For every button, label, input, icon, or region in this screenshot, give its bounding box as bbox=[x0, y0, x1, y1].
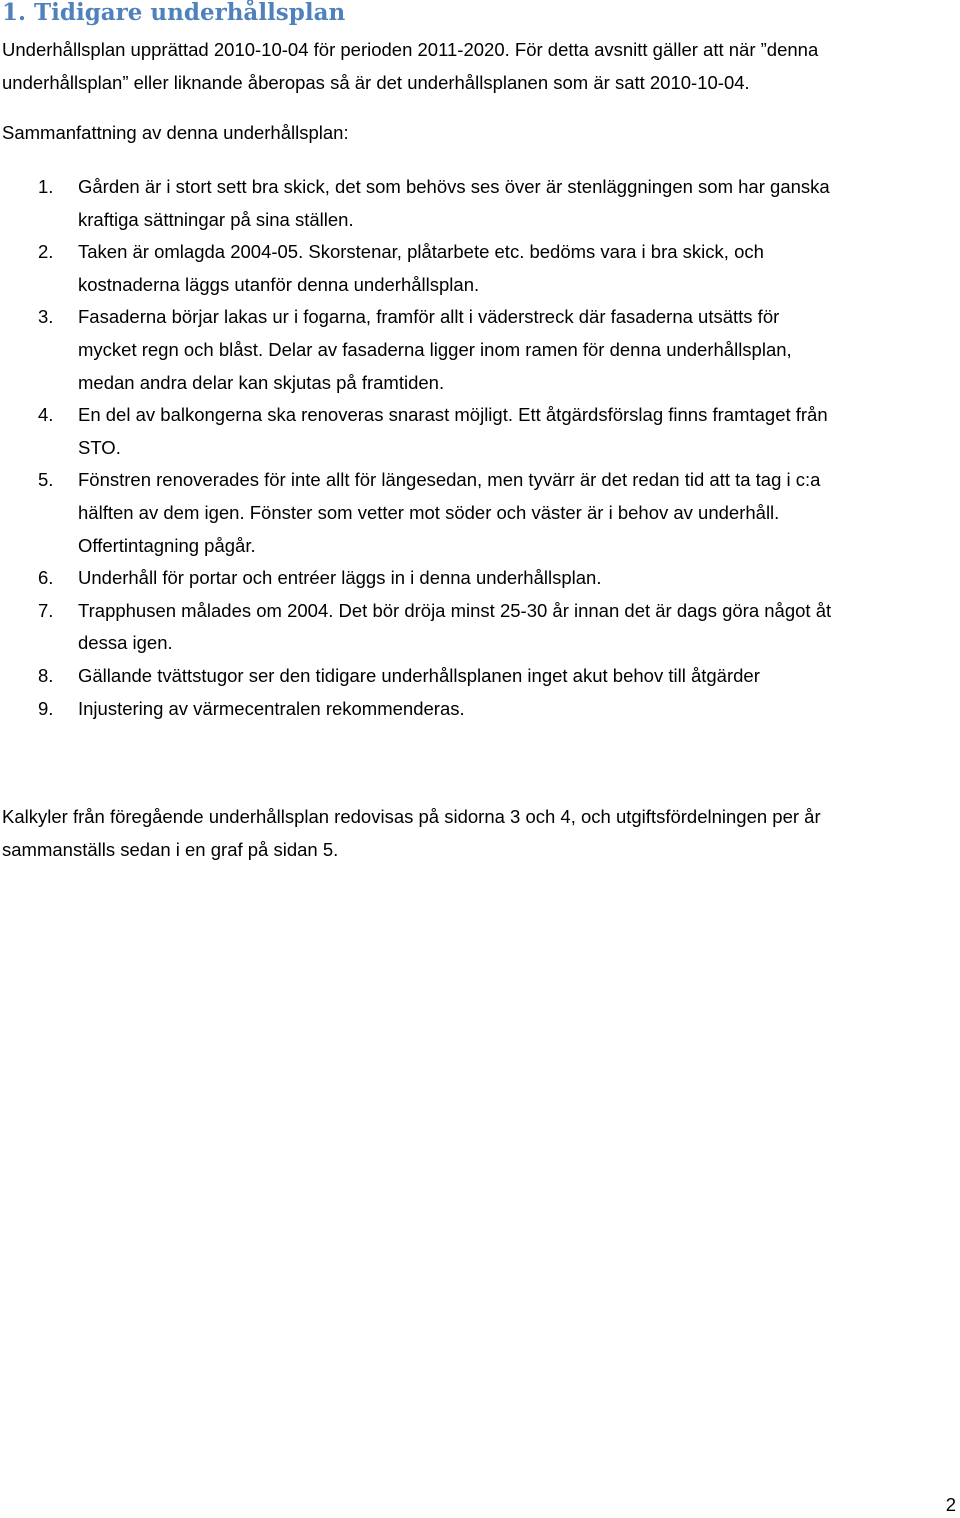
list-item bbox=[0, 301, 948, 399]
list-item-line: Trapphusen målades om 2004. Det bör dröja minst 25-30 år innan det är dags göra något åt bbox=[78, 599, 832, 621]
list-item-number: 3. bbox=[38, 306, 54, 328]
list-item-number: 2. bbox=[38, 241, 54, 263]
list-item-line: Taken är omlagda 2004-05. Skorstenar, plåtarbete etc. bedöms vara i bra skick, och bbox=[78, 241, 764, 263]
list-item-line: Injustering av värmecentralen rekommenderas. bbox=[78, 697, 465, 719]
list-item-line: Fönstren renoverades för inte allt för längesedan, men tyvärr är det redan tid att ta tag i c:a bbox=[78, 469, 821, 491]
list-item-line: hälften av dem igen. Fönster som vetter mot söder och väster är i behov av underhåll. bbox=[78, 501, 780, 523]
list-item bbox=[0, 562, 948, 595]
list-item bbox=[0, 236, 948, 301]
page-number: 2 bbox=[945, 1494, 956, 1515]
list-item-line: mycket regn och blåst. Delar av fasaderna ligger inom ramen för denna underhållsplan, bbox=[78, 338, 792, 360]
list-item-number: 8. bbox=[38, 664, 54, 686]
list-item bbox=[0, 171, 948, 236]
list-item-line: Fasaderna börjar lakas ur i fogarna, framför allt i väderstreck där fasaderna utsätts för bbox=[78, 306, 780, 328]
list-item-number: 9. bbox=[38, 697, 54, 719]
list-item-number: 6. bbox=[38, 567, 54, 589]
summary-label: Sammanfattning av denna underhållsplan: bbox=[2, 122, 349, 143]
list-item-line: medan andra delar kan skjutas på framtiden. bbox=[78, 371, 445, 393]
list-item-line: kostnaderna läggs utanför denna underhållsplan. bbox=[78, 273, 480, 295]
section-heading: 1. Tidigare underhållsplan bbox=[2, 0, 346, 26]
list-item-line: STO. bbox=[78, 436, 121, 458]
list-item-line: Gården är i stort sett bra skick, det som behövs ses över är stenläggningen som har ganska bbox=[78, 176, 830, 197]
list-item-line: kraftiga sättningar på sina ställen. bbox=[78, 208, 354, 230]
list-item bbox=[0, 660, 948, 693]
list-item-line: dessa igen. bbox=[78, 632, 173, 654]
calculations-paragraph bbox=[2, 800, 958, 866]
list-item bbox=[0, 693, 948, 726]
list-item bbox=[0, 464, 948, 562]
intro-paragraph bbox=[2, 33, 958, 99]
list-item-line: Offertintagning pågår. bbox=[78, 534, 256, 556]
list-item-number: 4. bbox=[38, 404, 54, 426]
intro-line: Underhållsplan upprättad 2010-10-04 för perioden 2011-2020. För detta avsnitt gäller att när ”denna bbox=[2, 39, 819, 60]
summary-list bbox=[0, 171, 960, 725]
intro-line: underhållsplan” eller liknande åberopas så är det underhållsplanen som är satt 2010-10-04. bbox=[2, 72, 750, 93]
list-item-line: Gällande tvättstugor ser den tidigare underhållsplanen inget akut behov till åtgärder bbox=[78, 664, 760, 686]
list-item-number: 7. bbox=[38, 599, 54, 621]
list-item-number: 5. bbox=[38, 469, 54, 491]
list-item-line: Underhåll för portar och entréer läggs in i denna underhållsplan. bbox=[78, 567, 602, 589]
list-item-number: 1. bbox=[38, 176, 54, 197]
list-item bbox=[0, 595, 948, 660]
list-item bbox=[0, 399, 948, 464]
calculations-line: Kalkyler från föregående underhållsplan redovisas på sidorna 3 och 4, och utgiftsfördelningen per år bbox=[2, 806, 821, 827]
list-item-line: En del av balkongerna ska renoveras snarast möjligt. Ett åtgärdsförslag finns framtaget från bbox=[78, 404, 828, 426]
calculations-line: sammanställs sedan i en graf på sidan 5. bbox=[2, 839, 339, 860]
